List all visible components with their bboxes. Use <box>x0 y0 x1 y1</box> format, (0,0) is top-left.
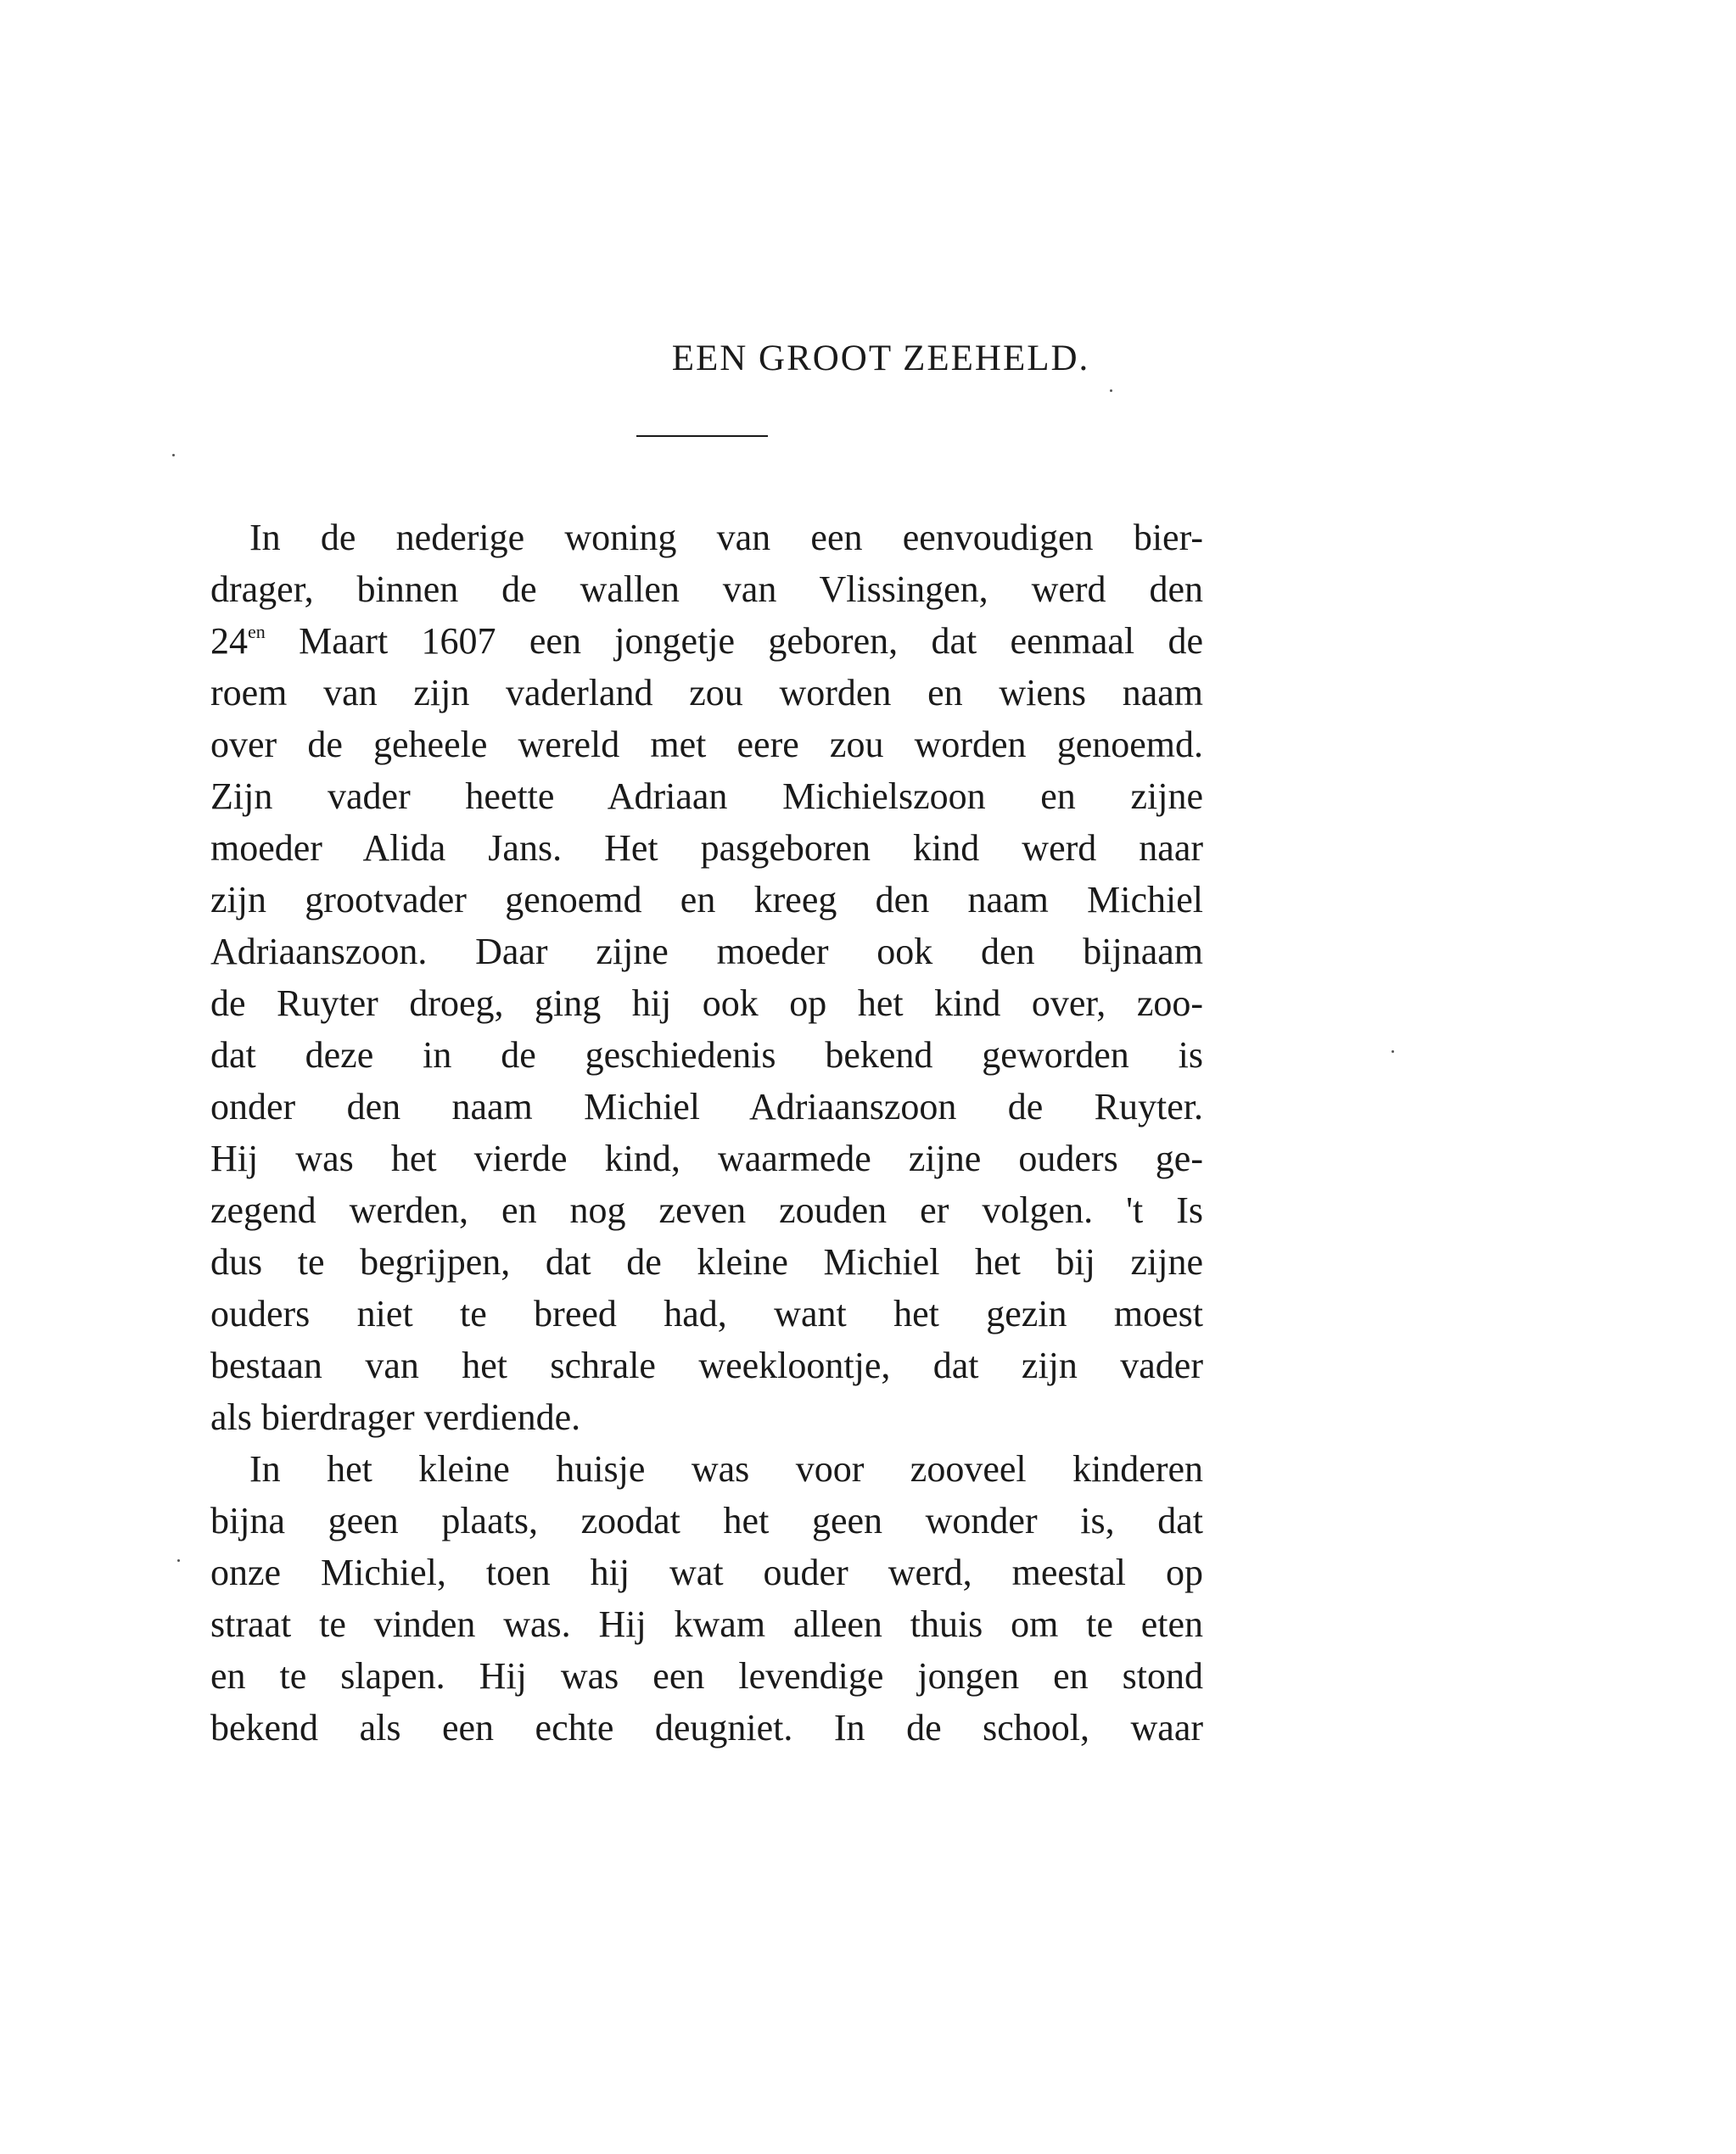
text-line: moeder Alida Jans. Het pasgeboren kind werd naar <box>210 827 1203 869</box>
text-line: de Ruyter droeg, ging hij ook op het kind over, zoo- <box>210 982 1203 1024</box>
text-line-rest: Maart 1607 een jongetje geboren, dat eenmaal de <box>299 620 1203 662</box>
scan-speck <box>172 454 175 456</box>
text-line: over de geheele wereld met eere zou worden genoemd. <box>210 724 1203 765</box>
text-line: onze Michiel, toen hij wat ouder werd, meestal op <box>210 1552 1203 1593</box>
text-line: zijn grootvader genoemd en kreeg den naam Michiel <box>210 879 1203 920</box>
title-rule <box>636 435 768 437</box>
text-line: In de nederige woning van een eenvoudigen bier- <box>249 517 1203 558</box>
scan-speck <box>177 1559 180 1562</box>
text-line: roem van zijn vaderland zou worden en wiens naam <box>210 672 1203 713</box>
text-line <box>210 615 1203 668</box>
text-line: als bierdrager verdiende. <box>210 1396 581 1438</box>
text-line: bijna geen plaats, zoodat het geen wonder is, dat <box>210 1500 1203 1541</box>
chapter-title: EEN GROOT ZEEHELD. <box>671 338 1090 378</box>
date-suffix: en <box>248 621 266 642</box>
text-line: en te slapen. Hij was een levendige jongen en stond <box>210 1655 1203 1697</box>
text-line: Hij was het vierde kind, waarmede zijne ouders ge- <box>210 1138 1203 1179</box>
text-line: onder den naam Michiel Adriaanszoon de Ruyter. <box>210 1086 1203 1127</box>
text-line: Zijn vader heette Adriaan Michielszoon en zijne <box>210 775 1203 817</box>
text-line: drager, binnen de wallen van Vlissingen, werd den <box>210 568 1203 610</box>
date-number: 24 <box>210 620 248 662</box>
text-line: straat te vinden was. Hij kwam alleen thuis om te eten <box>210 1603 1203 1645</box>
text-line: dus te begrijpen, dat de kleine Michiel het bij zijne <box>210 1241 1203 1283</box>
text-line: bestaan van het schrale weekloontje, dat zijn vader <box>210 1345 1203 1386</box>
text-line: dat deze in de geschiedenis bekend geworden is <box>210 1034 1203 1076</box>
text-line: In het kleine huisje was voor zooveel kinderen <box>249 1448 1203 1490</box>
scan-speck <box>1110 389 1112 392</box>
text-line: zegend werden, en nog zeven zouden er volgen. 't Is <box>210 1189 1203 1231</box>
text-line: ouders niet te breed had, want het gezin moest <box>210 1293 1203 1334</box>
text-line: Adriaanszoon. Daar zijne moeder ook den bijnaam <box>210 931 1203 972</box>
text-line: bekend als een echte deugniet. In de school, waar <box>210 1707 1203 1748</box>
scan-speck <box>1392 1050 1394 1053</box>
